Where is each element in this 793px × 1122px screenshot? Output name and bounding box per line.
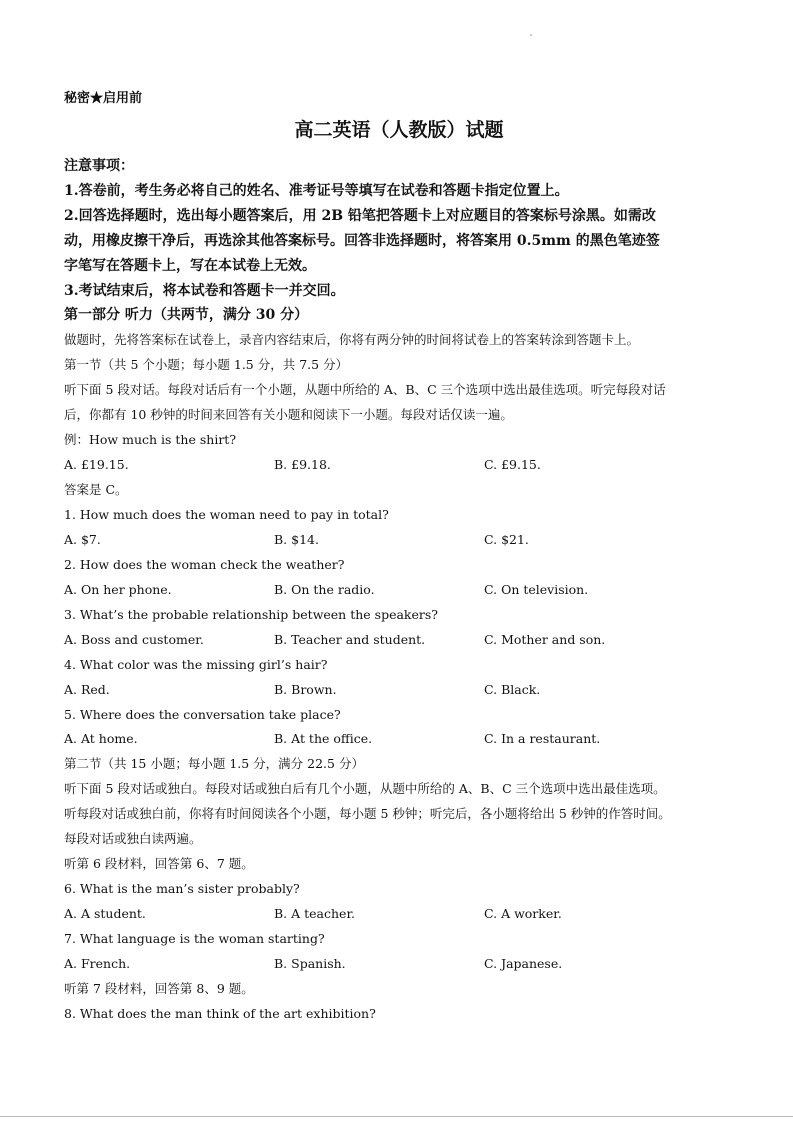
question-1: 1. How much does the woman need to pay in total?	[64, 507, 389, 522]
example-answer: 答案是 C。	[64, 482, 128, 497]
question-2-option-b: B. On the radio.	[274, 582, 375, 597]
question-3-option-b: B. Teacher and student.	[274, 632, 426, 647]
question-7-option-c: C. Japanese.	[484, 956, 563, 971]
question-2-option-c: C. On television.	[484, 582, 589, 597]
question-5-option-b: B. At the office.	[274, 731, 373, 746]
question-5-option-a: A. At home.	[64, 731, 138, 746]
notes-item-2-line-1: 2.回答选择题时，选出每小题答案后，用 2B 铅笔把答题卡上对应题目的答案标号涂黑。如需改	[64, 208, 656, 224]
question-3-option-c: C. Mother and son.	[484, 632, 606, 647]
question-4-option-a: A. Red.	[64, 682, 110, 697]
secret-label: 秘密★启用前	[64, 91, 143, 106]
material-7-label: 听第 7 段材料，回答第 8、9 题。	[64, 981, 254, 996]
question-5-option-c: C. In a restaurant.	[484, 731, 601, 746]
question-1-option-a: A. $7.	[64, 532, 101, 547]
material-6-label: 听第 6 段材料，回答第 6、7 题。	[64, 856, 254, 871]
question-6-option-a: A. A student.	[64, 906, 146, 921]
question-4-option-c: C. Black.	[484, 682, 541, 697]
question-6-option-b: B. A teacher.	[274, 906, 356, 921]
section1-instruction-line-2: 后，你都有 10 秒钟的时间来回答有关小题和阅读下一小题。每段对话仅读一遍。	[64, 407, 513, 422]
question-7-option-b: B. Spanish.	[274, 956, 346, 971]
question-7: 7. What language is the woman starting?	[64, 931, 325, 946]
section1-heading: 第一节（共 5 个小题；每小题 1.5 分，共 7.5 分）	[64, 357, 349, 372]
example-option-c: C. £9.15.	[484, 457, 541, 472]
section1-instruction-line-1: 听下面 5 段对话。每段对话后有一个小题，从题中所给的 A、B、C 三个选项中选出最佳选项。听完每段对话	[64, 382, 666, 397]
question-3: 3. What’s the probable relationship between the speakers?	[64, 607, 438, 622]
question-8: 8. What does the man think of the art exhibition?	[64, 1006, 376, 1021]
notes-item-3: 3.考试结束后，将本试卷和答题卡一并交回。	[64, 283, 345, 299]
notes-heading: 注意事项：	[64, 158, 134, 174]
example-question: 例：How much is the shirt?	[64, 432, 237, 447]
question-4: 4. What color was the missing girl’s hair?	[64, 657, 328, 672]
question-2-option-a: A. On her phone.	[64, 582, 172, 597]
question-6: 6. What is the man’s sister probably?	[64, 881, 300, 896]
question-5: 5. Where does the conversation take place?	[64, 707, 341, 722]
notes-item-1: 1.答卷前，考生务必将自己的姓名、准考证号等填写在试卷和答题卡指定位置上。	[64, 183, 569, 199]
section2-instruction-line-2: 听每段对话或独白前，你将有时间阅读各个小题，每小题 5 秒钟；听完后，各小题将给出 5 秒钟的作答时间。	[64, 806, 671, 821]
question-3-option-a: A. Boss and customer.	[64, 632, 204, 647]
question-7-option-a: A. French.	[64, 956, 131, 971]
question-6-option-c: C. A worker.	[484, 906, 562, 921]
section2-heading: 第二节（共 15 小题；每小题 1.5 分，满分 22.5 分）	[64, 756, 364, 771]
section2-instruction-line-1: 听下面 5 段对话或独白。每段对话或独白后有几个小题，从题中所给的 A、B、C 三个选项中选出最佳选项。	[64, 781, 666, 796]
question-1-option-c: C. $21.	[484, 532, 529, 547]
example-option-a: A. £19.15.	[64, 457, 129, 472]
part1-intro: 做题时，先将答案标在试卷上，录音内容结束后，你将有两分钟的时间将试卷上的答案转涂到答题卡上。	[64, 332, 640, 347]
question-2: 2. How does the woman check the weather?	[64, 557, 345, 572]
page-bottom-rule	[0, 1116, 793, 1117]
question-1-option-b: B. $14.	[274, 532, 319, 547]
question-4-option-b: B. Brown.	[274, 682, 337, 697]
notes-item-2-line-3: 字笔写在答题卡上，写在本试卷上无效。	[64, 258, 316, 274]
part1-heading: 第一部分 听力（共两节，满分 30 分）	[64, 307, 309, 323]
notes-item-2-line-2: 动，用橡皮擦干净后，再选涂其他答案标号。回答非选择题时，将答案用 0.5mm 的黑色笔迹签	[64, 233, 660, 249]
page-title: 高二英语（人教版）试题	[294, 119, 504, 141]
section2-instruction-line-3: 每段对话或独白读两遍。	[64, 831, 202, 846]
scan-dot	[530, 34, 532, 36]
example-option-b: B. £9.18.	[274, 457, 331, 472]
